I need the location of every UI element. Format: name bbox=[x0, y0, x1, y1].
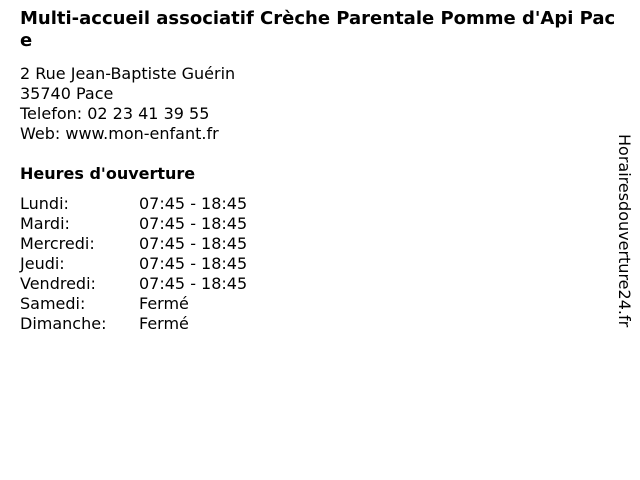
day-hours: 07:45 - 18:45 bbox=[139, 234, 248, 253]
day-label: Vendredi: bbox=[20, 274, 96, 293]
day-label: Dimanche: bbox=[20, 314, 107, 333]
page-title: Multi-accueil associatif Crèche Parentale Pomme d'Api Pace bbox=[20, 8, 616, 51]
hours-table bbox=[20, 194, 616, 334]
address-street: 2 Rue Jean-Baptiste Guérin bbox=[20, 64, 236, 83]
address-block bbox=[20, 64, 616, 144]
hours-row-friday bbox=[20, 274, 616, 294]
day-hours: 07:45 - 18:45 bbox=[139, 274, 248, 293]
hours-heading: Heures d'ouverture bbox=[20, 164, 196, 183]
hours-row-saturday bbox=[20, 294, 616, 314]
day-hours: Fermé bbox=[139, 314, 189, 333]
day-hours: 07:45 - 18:45 bbox=[139, 194, 248, 213]
day-hours: 07:45 - 18:45 bbox=[139, 214, 248, 233]
hours-row-tuesday bbox=[20, 214, 616, 234]
hours-row-thursday bbox=[20, 254, 616, 274]
hours-row-wednesday bbox=[20, 234, 616, 254]
phone-line: Telefon: 02 23 41 39 55 bbox=[20, 104, 210, 123]
day-label: Lundi: bbox=[20, 194, 69, 213]
day-label: Jeudi: bbox=[20, 254, 65, 273]
address-city: 35740 Pace bbox=[20, 84, 114, 103]
web-line: Web: www.mon-enfant.fr bbox=[20, 124, 219, 143]
site-watermark: Horairesdouverture24.fr bbox=[615, 134, 634, 328]
day-label: Mardi: bbox=[20, 214, 70, 233]
hours-row-sunday bbox=[20, 314, 616, 334]
day-hours: 07:45 - 18:45 bbox=[139, 254, 248, 273]
hours-row-monday bbox=[20, 194, 616, 214]
day-label: Samedi: bbox=[20, 294, 86, 313]
content bbox=[20, 8, 616, 334]
day-hours: Fermé bbox=[139, 294, 189, 313]
day-label: Mercredi: bbox=[20, 234, 95, 253]
